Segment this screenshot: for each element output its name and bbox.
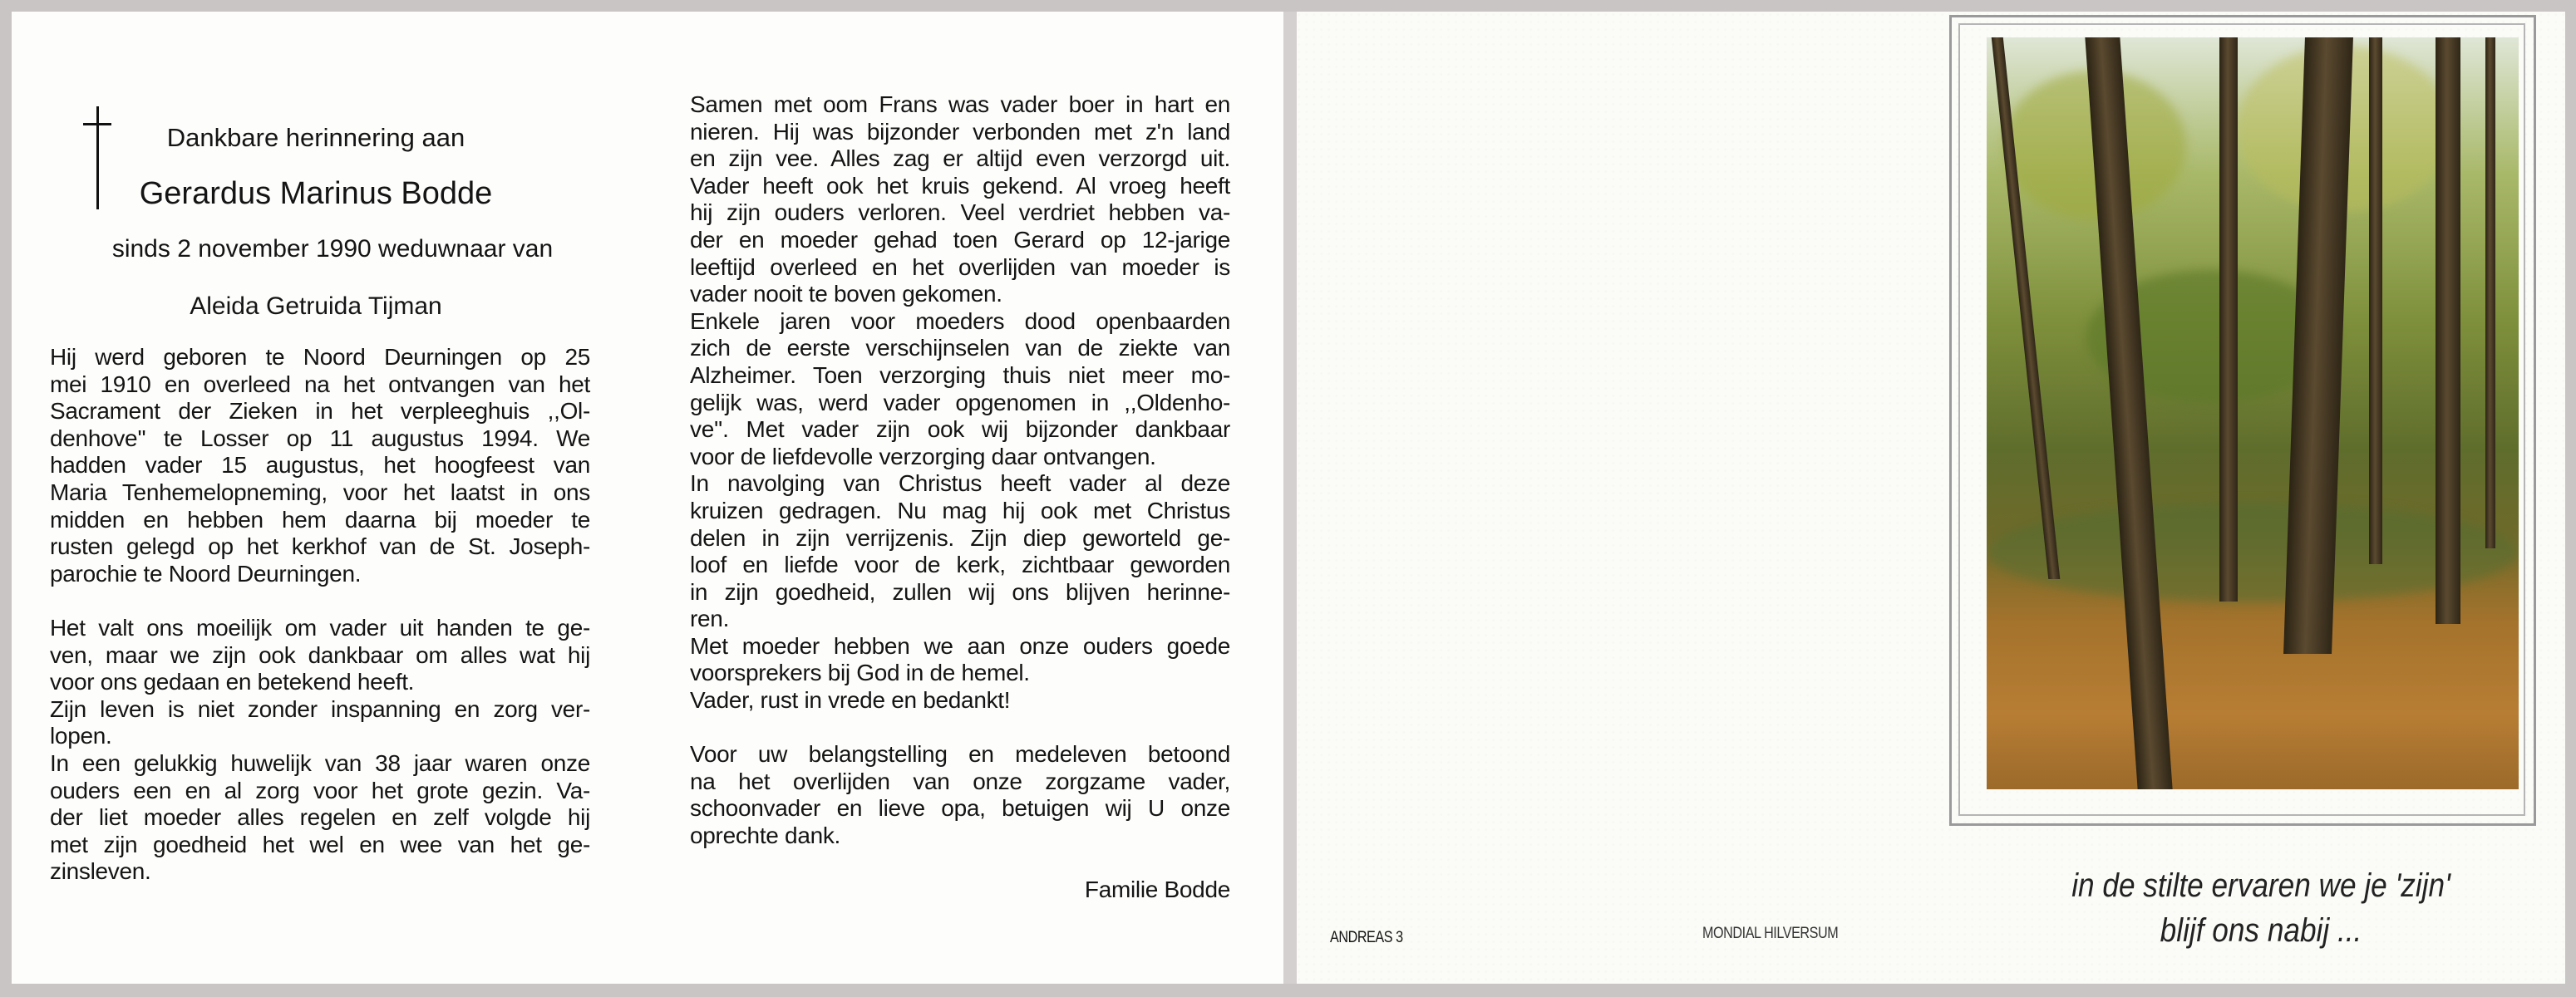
text-line: der liet moeder alles regelen en zelf volgde hij — [50, 804, 590, 831]
text-line: Zijn leven is niet zonder inspanning en zorg ver- — [50, 695, 590, 722]
text-line: voor ons gedaan en betekend heeft. — [50, 669, 415, 695]
text-line: met zijn goedheid het wel en wee van het ge- — [50, 831, 590, 857]
text-line: ouders een en al zorg voor het grote gezin. Va- — [50, 777, 590, 803]
text-line: vader nooit te boven gekomen. — [690, 281, 1002, 307]
text-line: en zijn vee. Alles zag er altijd even verzorgd uit. — [690, 145, 1230, 172]
text-line: In navolging van Christus heeft vader al deze — [690, 470, 1230, 497]
deceased-name: Gerardus Marinus Bodde — [139, 176, 493, 211]
text-line: in zijn goedheid, zullen wij ons blijven herinne- — [690, 578, 1230, 605]
publisher-name: MONDIAL HILVERSUM — [1702, 925, 1839, 942]
text-line: zich de eerste verschijnselen van de ziekte van — [690, 335, 1230, 361]
text-line: hadden vader 15 augustus, het hoogfeest van — [50, 452, 590, 479]
text-line: mei 1910 en overleed na het ontvangen van het — [50, 371, 590, 397]
card-fold — [1283, 12, 1297, 984]
spouse-name: Aleida Getruida Tijman — [190, 292, 442, 320]
text-line: Enkele jaren voor moeders dood openbaarden — [690, 307, 1230, 334]
text-line: midden en hebben hem daarna bij moeder te — [50, 506, 590, 533]
text-line: ve''. Met vader zijn ook wij bijzonder dankbaar — [690, 416, 1230, 443]
text-line: lopen. — [50, 723, 112, 749]
text-line: Met moeder hebben we aan onze ouders goede — [690, 632, 1230, 659]
forest-photo — [1987, 37, 2519, 789]
text-line: voorsprekers bij God in de hemel. — [690, 660, 1030, 686]
text-line: zinsleven. — [50, 858, 151, 885]
text-line: Samen met oom Frans was vader boer in hart en — [690, 91, 1230, 117]
text-line: Sacrament der Zieken in het verpleeghuis ,,Ol- — [50, 398, 590, 425]
text-line: loof en liefde voor de kerk, zichtbaar geworden — [690, 552, 1230, 578]
text-line: Voor uw belangstelling en medeleven betoond — [690, 741, 1230, 768]
text-line: leeftijd overleed en het overlijden van moeder is — [690, 253, 1230, 280]
text-line: In een gelukkig huwelijk van 38 jaar waren onze — [50, 749, 590, 776]
intro-text: Dankbare herinnering aan — [166, 123, 465, 152]
signature: Familie Bodde — [1084, 877, 1230, 903]
text-line: denhove'' te Losser op 11 augustus 1994. We — [50, 425, 590, 451]
text-line: oprechte dank. — [690, 823, 841, 849]
text-line: nieren. Hij was bijzonder verbonden met z'n land — [690, 118, 1230, 145]
text-line: gelijk was, werd vader opgenomen in ,,Oldenho- — [690, 389, 1230, 415]
text-line: der en moeder gehad toen Gerard op 12-jarige — [690, 226, 1230, 253]
paragraph-gap — [50, 587, 590, 615]
text-line: voor de liefdevolle verzorging daar ontvangen. — [690, 443, 1156, 469]
text-line: delen in zijn verrijzenis. Zijn diep geworteld ge- — [690, 524, 1230, 551]
quote-line-1: in de stilte ervaren we je 'zijn' — [2071, 867, 2450, 904]
text-line: hij zijn ouders verloren. Veel verdriet hebben va- — [690, 199, 1230, 226]
text-line: Vader heeft ook het kruis gekend. Al vroeg heeft — [690, 172, 1230, 199]
text-line: parochie te Noord Deurningen. — [50, 560, 362, 587]
paragraph-gap — [690, 715, 1230, 742]
text-line: Hij werd geboren te Noord Deurningen op 25 — [50, 344, 590, 370]
text-column-right — [690, 91, 1230, 904]
widower-line: sinds 2 november 1990 weduwnaar van — [111, 235, 554, 263]
text-line: kruizen gedragen. Nu mag hij ook met Christus — [690, 497, 1230, 523]
text-line: Alzheimer. Toen verzorging thuis niet meer mo- — [690, 361, 1230, 388]
text-line: Het valt ons moeilijk om vader uit handen te ge- — [50, 614, 590, 641]
text-line: Vader, rust in vrede en bedankt! — [690, 687, 1011, 714]
quote-line-2: blijf ons nabij ... — [2160, 912, 2362, 949]
text-line: schoonvader en lieve opa, betuigen wij U onze — [690, 795, 1230, 822]
text-line: Maria Tenhemelopneming, voor het laatst in ons — [50, 479, 590, 505]
text-line: na het overlijden van onze zorgzame vader, — [690, 768, 1230, 794]
card-code: ANDREAS 3 — [1330, 929, 1403, 946]
paragraph-gap — [690, 850, 1230, 877]
text-line: ren. — [690, 606, 730, 632]
text-column-left — [50, 344, 590, 886]
text-line: ven, maar we zijn ook dankbaar om alles wat hij — [50, 641, 590, 668]
text-line: rusten gelegd op het kerkhof van de St. Joseph- — [50, 533, 590, 560]
